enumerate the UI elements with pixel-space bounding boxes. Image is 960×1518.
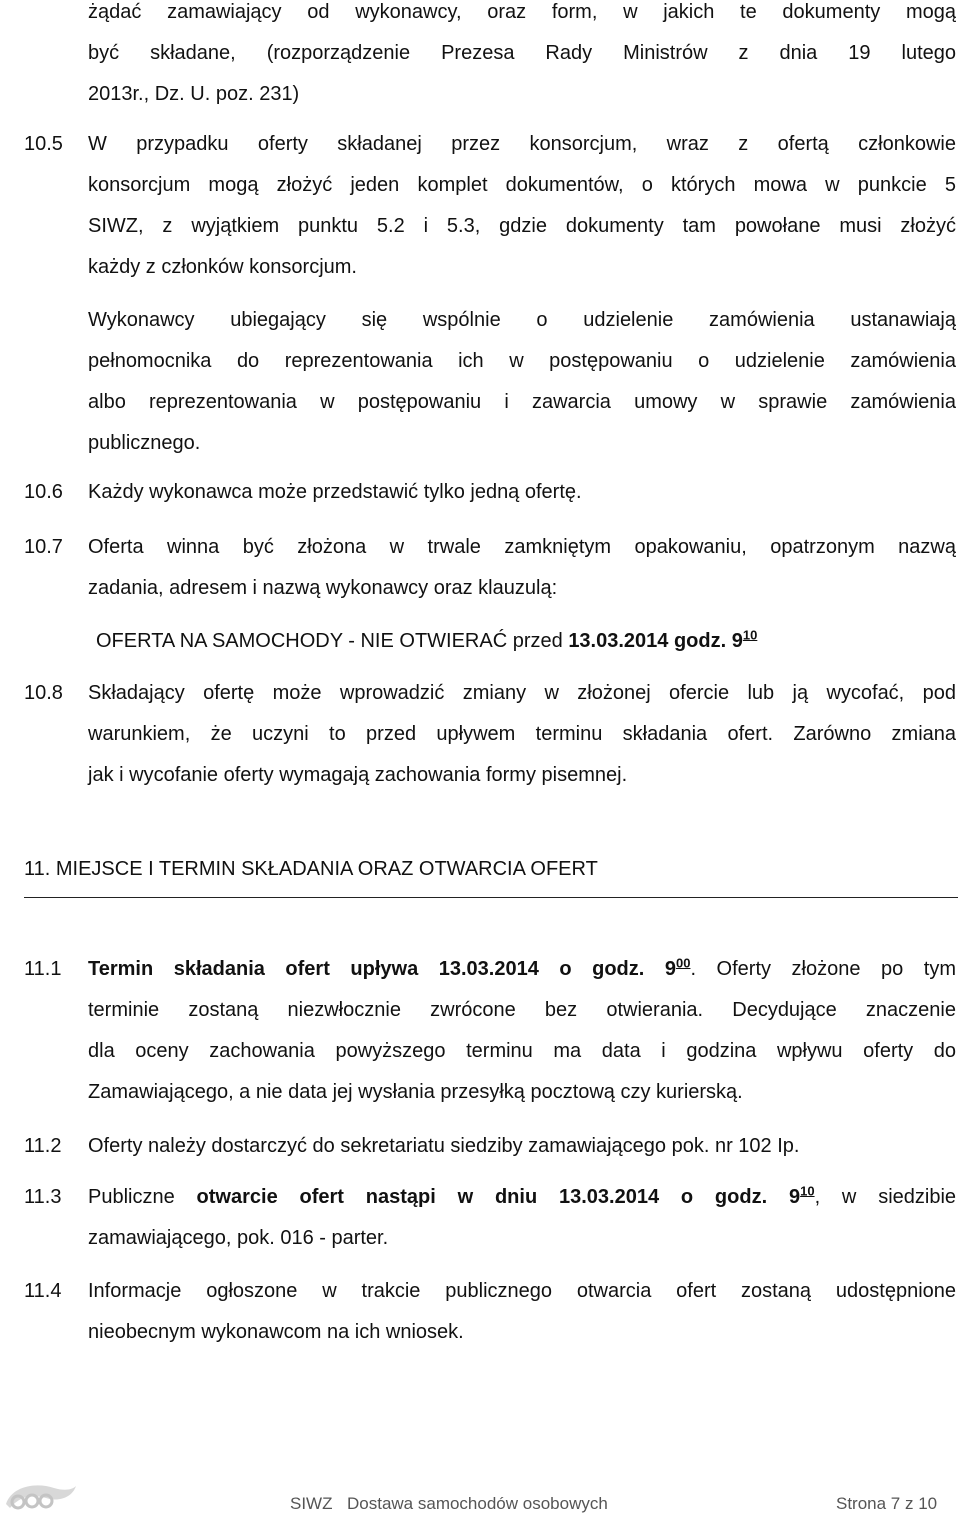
text-line: Oferta winna być złożona w trwale zamkniętym opakowaniu, opatrzonym nazwą	[88, 536, 956, 558]
page-footer	[0, 1490, 960, 1518]
opening-minutes: 10	[800, 1183, 815, 1199]
section-number: 11.4	[24, 1280, 62, 1302]
text-line: jak i wycofanie oferty wymagają zachowania formy pisemnej.	[88, 764, 628, 786]
section-10-7	[24, 527, 956, 662]
text-line: konsorcjum mogą złożyć jeden komplet dokumentów, o których mowa w punkcie 5	[88, 174, 956, 196]
section-11-1	[24, 949, 956, 1113]
text-line: Oferty należy dostarczyć do sekretariatu siedziby zamawiającego pok. nr 102 Ip.	[88, 1135, 800, 1157]
deadline-minutes: 00	[675, 955, 691, 971]
text-line: Zamawiającego, a nie data jej wysłania przesyłką pocztową czy kurierską.	[88, 1081, 743, 1103]
clause-hour-minutes: 10	[742, 627, 758, 643]
text-line: Wykonawcy ubiegający się wspólnie o udzielenie zamówienia ustanawiają	[88, 309, 956, 331]
section-number: 10.7	[24, 536, 63, 558]
text-line: SIWZ, z wyjątkiem punktu 5.2 i 5.3, gdzie dokumenty tam powołane musi złożyć	[88, 215, 956, 237]
section-heading: 11. MIEJSCE I TERMIN SKŁADANIA ORAZ OTWARCIA OFERT	[24, 858, 598, 880]
section-number: 10.8	[24, 682, 63, 704]
text-line: W przypadku oferty składanej przez konsorcjum, wraz z ofertą członkowie	[88, 133, 956, 155]
text-line: Każdy wykonawca może przedstawić tylko jedną ofertę.	[88, 481, 582, 503]
section-11-4	[24, 1271, 956, 1353]
heading-divider	[24, 897, 958, 898]
section-number: 10.5	[24, 133, 63, 155]
deadline-bold: Termin składania ofert upływa 13.03.2014 o godz. 9	[88, 958, 676, 980]
opening-bold: otwarcie ofert nastąpi w dniu 13.03.2014 o godz. 9	[196, 1186, 801, 1208]
text-line	[88, 1177, 956, 1218]
text-line: zadania, adresem i nazwą wykonawcy oraz klauzulą:	[88, 577, 558, 599]
text-line	[88, 949, 956, 990]
text-line: albo reprezentowania w postępowaniu i zawarcia umowy w sprawie zamówienia	[88, 391, 956, 413]
section-number: 10.6	[24, 481, 63, 503]
text-line: warunkiem, że uczyni to przed upływem terminu składania ofert. Zarówno zmiana	[88, 723, 956, 745]
section-10-6	[24, 472, 956, 513]
section-10-8	[24, 673, 956, 796]
company-logo-icon	[2, 1480, 78, 1514]
paragraph-continuation	[24, 0, 956, 115]
text-line: być składane, (rozporządzenie Prezesa Rady Ministrów z dnia 19 lutego	[88, 42, 956, 64]
text-line: publicznego.	[88, 432, 201, 454]
section-11-2	[24, 1126, 956, 1167]
opening-pre: Publiczne	[88, 1186, 197, 1208]
section-number: 11.3	[24, 1186, 62, 1208]
text-line: każdy z członków konsorcjum.	[88, 256, 357, 278]
clause-text: OFERTA NA SAMOCHODY - NIE OTWIERAĆ przed	[96, 630, 569, 652]
text-line: dla oceny zachowania powyższego terminu ma data i godzina wpływu oferty do	[88, 1040, 956, 1062]
footer-title: Dostawa samochodów osobowych	[347, 1494, 608, 1513]
footer-siwz: SIWZ	[290, 1494, 333, 1513]
text-line: Informacje ogłoszone w trakcie publicznego otwarcia ofert zostaną udostępnione	[88, 1280, 956, 1302]
text-line: zamawiającego, pok. 016 - parter.	[88, 1227, 389, 1249]
section-11-3	[24, 1177, 956, 1259]
section-number: 11.2	[24, 1135, 62, 1157]
text-line: nieobecnym wykonawcom na ich wniosek.	[88, 1321, 464, 1343]
clause-date: 13.03.2014 godz. 9	[568, 630, 743, 652]
text-line: żądać zamawiający od wykonawcy, oraz form, w jakich te dokumenty mogą	[88, 1, 956, 23]
deadline-after: . Oferty złożone po tym	[690, 958, 956, 980]
text-line: terminie zostaną niezwłocznie zwrócone bez otwierania. Decydujące znaczenie	[88, 999, 956, 1021]
text-line: Składający ofertę może wprowadzić zmiany w złożonej ofercie lub ją wycofać, pod	[88, 682, 956, 704]
footer-page-number: Strona 7 z 10	[836, 1494, 938, 1513]
text-line: 2013r., Dz. U. poz. 231)	[88, 83, 300, 105]
opening-after: , w siedzibie	[814, 1186, 957, 1208]
section-10-5	[24, 124, 956, 464]
section-number: 11.1	[24, 958, 62, 980]
envelope-clause	[96, 621, 956, 662]
text-line: pełnomocnika do reprezentowania ich w postępowaniu o udzielenie zamówienia	[88, 350, 956, 372]
